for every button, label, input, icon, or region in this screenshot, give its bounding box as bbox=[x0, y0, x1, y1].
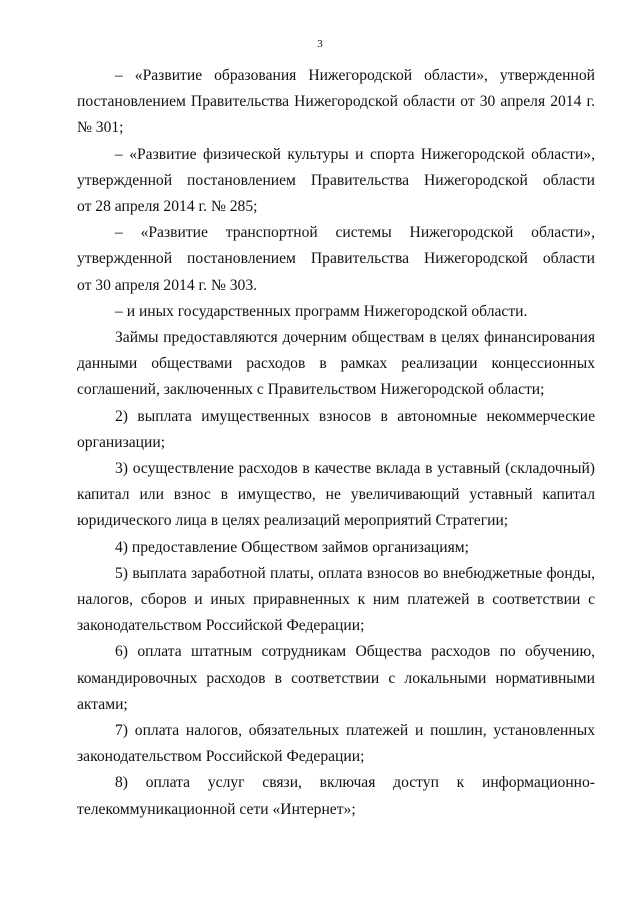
paragraph-item-7 bbox=[77, 718, 595, 770]
text-line: телекоммуникационной сети «Интернет»; bbox=[77, 800, 356, 818]
text-line: юридического лица в целях реализаций мероприятий Стратегии; bbox=[77, 512, 509, 530]
text-line: 4) предоставление Обществом займов организациям; bbox=[115, 538, 469, 556]
text-line: 7) оплата налогов, обязательных платежей и пошлин, установленных bbox=[115, 722, 595, 740]
paragraph-item-5 bbox=[77, 561, 595, 640]
text-line: – «Развитие физической культуры и спорта Нижегородской области», bbox=[115, 145, 595, 163]
document-body bbox=[77, 63, 595, 823]
text-line: данными обществами расходов в рамках реализации концессионных bbox=[77, 355, 595, 373]
paragraph-item-3 bbox=[77, 456, 595, 535]
text-line: законодательством Российской Федерации; bbox=[77, 748, 365, 766]
text-line: утвержденной постановлением Правительства Нижегородской области bbox=[77, 171, 595, 189]
paragraph-item-2 bbox=[77, 404, 595, 456]
text-line: капитал или взнос в имущество, не увеличивающий уставный капитал bbox=[77, 486, 595, 504]
text-line: командировочных расходов в соответствии с локальными нормативными bbox=[77, 669, 595, 687]
text-line: актами; bbox=[77, 695, 128, 713]
paragraph-other-programs bbox=[77, 299, 595, 325]
text-line: – «Развитие транспортной системы Нижегородской области», bbox=[115, 224, 595, 242]
text-line: от 28 апреля 2014 г. № 285; bbox=[77, 198, 258, 216]
paragraph-item-6 bbox=[77, 639, 595, 718]
text-line: – «Развитие образования Нижегородской области», утвержденной bbox=[115, 67, 595, 84]
page-number: 3 bbox=[317, 38, 323, 50]
text-line: утвержденной постановлением Правительства Нижегородской области bbox=[77, 250, 595, 268]
text-line: от 30 апреля 2014 г. № 303. bbox=[77, 276, 258, 294]
text-line: соглашений, заключенных с Правительством Нижегородской области; bbox=[77, 381, 545, 399]
paragraph-program-transport bbox=[77, 220, 595, 299]
text-line: налогов, сборов и иных приравненных к ним платежей в соответствии с bbox=[77, 591, 595, 609]
paragraph-program-education bbox=[77, 63, 595, 142]
text-line: постановлением Правительства Нижегородской области от 30 апреля 2014 г. bbox=[77, 93, 595, 111]
text-line: организации; bbox=[77, 433, 166, 451]
text-line: 3) осуществление расходов в качестве вклада в уставный (складочный) bbox=[115, 460, 595, 478]
text-line: – и иных государственных программ Нижегородской области. bbox=[115, 302, 528, 320]
paragraph-program-sport bbox=[77, 142, 595, 221]
text-line: 6) оплата штатным сотрудникам Общества расходов по обучению, bbox=[115, 643, 595, 661]
text-line: 8) оплата услуг связи, включая доступ к информационно- bbox=[115, 774, 595, 792]
text-line: 2) выплата имущественных взносов в автономные некоммерческие bbox=[115, 407, 595, 425]
text-line: № 301; bbox=[77, 119, 124, 137]
paragraph-loans bbox=[77, 325, 595, 404]
paragraph-item-8 bbox=[77, 770, 595, 822]
text-line: законодательством Российской Федерации; bbox=[77, 617, 365, 635]
paragraph-item-4 bbox=[77, 535, 595, 561]
text-line: 5) выплата заработной платы, оплата взносов во внебюджетные фонды, bbox=[115, 564, 595, 582]
text-line: Займы предоставляются дочерним обществам в целях финансирования bbox=[115, 329, 595, 347]
